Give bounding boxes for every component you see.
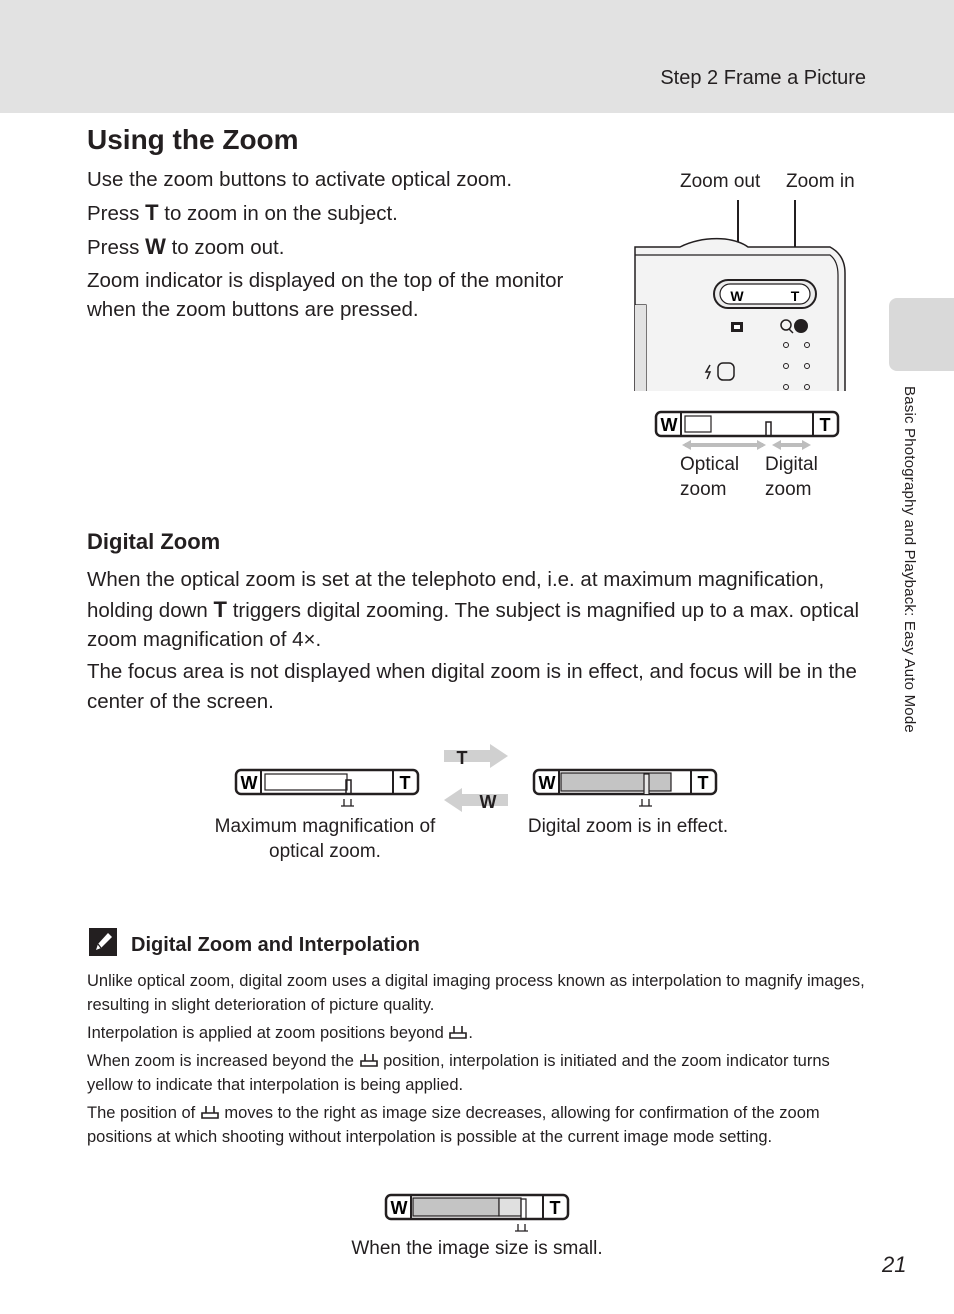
indicator-w-glyph: W [538,773,556,793]
camera-top-illustration [630,195,850,395]
intro-line-1: Use the zoom buttons to activate optical zoom. [87,168,513,191]
t-w-arrows [442,744,512,814]
indicator-w-glyph: W [660,415,678,435]
interpolation-marker-icon [359,1052,379,1068]
zoom-indicator-small-image [385,1193,571,1235]
small-image-caption: When the image size is small. [351,1238,603,1259]
note-title: Digital Zoom and Interpolation [131,934,420,956]
digital-zoom-paragraph-2: The focus area is not displayed when digital zoom is in effect, and focus will be in the center of the screen. [87,660,857,713]
digital-active-caption: Digital zoom is in effect. [527,816,729,837]
digital-zoom-heading: Digital Zoom [87,529,221,554]
w-key-glyph: W [145,234,166,259]
arrow-w-glyph: W [479,792,497,812]
camera-w-button: W [730,288,744,304]
camera-t-button: T [790,288,800,304]
note-paragraph-1: Unlike optical zoom, digital zoom uses a digital imaging process known as interpolation to magnify images, resulting in slight deterioration of picture quality. [87,972,865,1014]
zoom-indicator-optical-digital [655,410,841,455]
section-tab [889,298,954,371]
interpolation-marker-icon [200,1104,220,1120]
zoom-in-label: Zoom in [786,171,855,192]
intro-line-4: Zoom indicator is displayed on the top of the monitor when the zoom buttons are pressed. [87,269,564,321]
indicator-w-glyph: W [390,1198,408,1218]
page-title: Using the Zoom [87,124,299,155]
optical-zoom-label: Optical zoom [680,454,740,500]
indicator-t-glyph: T [819,415,831,435]
arrow-t-glyph: T [456,748,468,768]
intro-line-2 [87,198,607,228]
note-paragraph-3 [87,1049,877,1097]
digital-zoom-paragraph-1 [87,565,872,655]
page-header [0,0,954,113]
section-label: Basic Photography and Playback: Easy Auto Mode [901,386,918,733]
t-key-glyph: T [145,200,159,225]
intro-line-3 [87,232,607,262]
page-number: 21 [882,1252,907,1277]
zoom-indicator-digital-active [533,768,719,810]
dz-p1-part-b: triggers digital zooming. The subject is magnified up to a max. optical zoom magnification of 4×. [87,598,860,651]
zoom-out-label: Zoom out [680,171,761,192]
note-pencil-icon [89,928,119,958]
note-p3-part-a: When zoom is increased beyond the [87,1052,354,1070]
indicator-t-glyph: T [697,773,709,793]
note-p2-part-b: . [468,1024,473,1042]
note-p4-part-a: The position of [87,1104,196,1122]
max-optical-caption: Maximum magnification of optical zoom. [214,816,436,862]
interpolation-marker-icon [448,1024,468,1040]
intro-line-3-rest: to zoom out. [171,236,285,259]
note-p4-part-b: moves to the right as image size decreases, allowing for confirmation of the zoom positions at which shooting without interpolation is possible at the current image mode setting. [87,1104,820,1146]
press-text: Press [87,202,140,225]
indicator-w-glyph: W [240,773,258,793]
press-text: Press [87,236,140,259]
t-key-glyph: T [213,596,227,622]
dz-p1-part-a: When the optical zoom is set at the telephoto end, i.e. at maximum magnification, holding down [87,568,825,622]
zoom-indicator-max-optical [235,768,421,810]
digital-zoom-label: Digital zoom [765,454,818,500]
header-step-title: Step 2 Frame a Picture [660,67,866,89]
note-p2-part-a: Interpolation is applied at zoom positions beyond [87,1024,444,1042]
indicator-t-glyph: T [399,773,411,793]
intro-line-2-rest: to zoom in on the subject. [164,202,398,225]
note-p3-part-b: position, interpolation is initiated and the zoom indicator turns yellow to indicate that interpolation is being applied. [87,1052,830,1094]
indicator-t-glyph: T [549,1198,561,1218]
note-paragraph-2 [87,1021,877,1045]
note-paragraph-4 [87,1101,877,1149]
